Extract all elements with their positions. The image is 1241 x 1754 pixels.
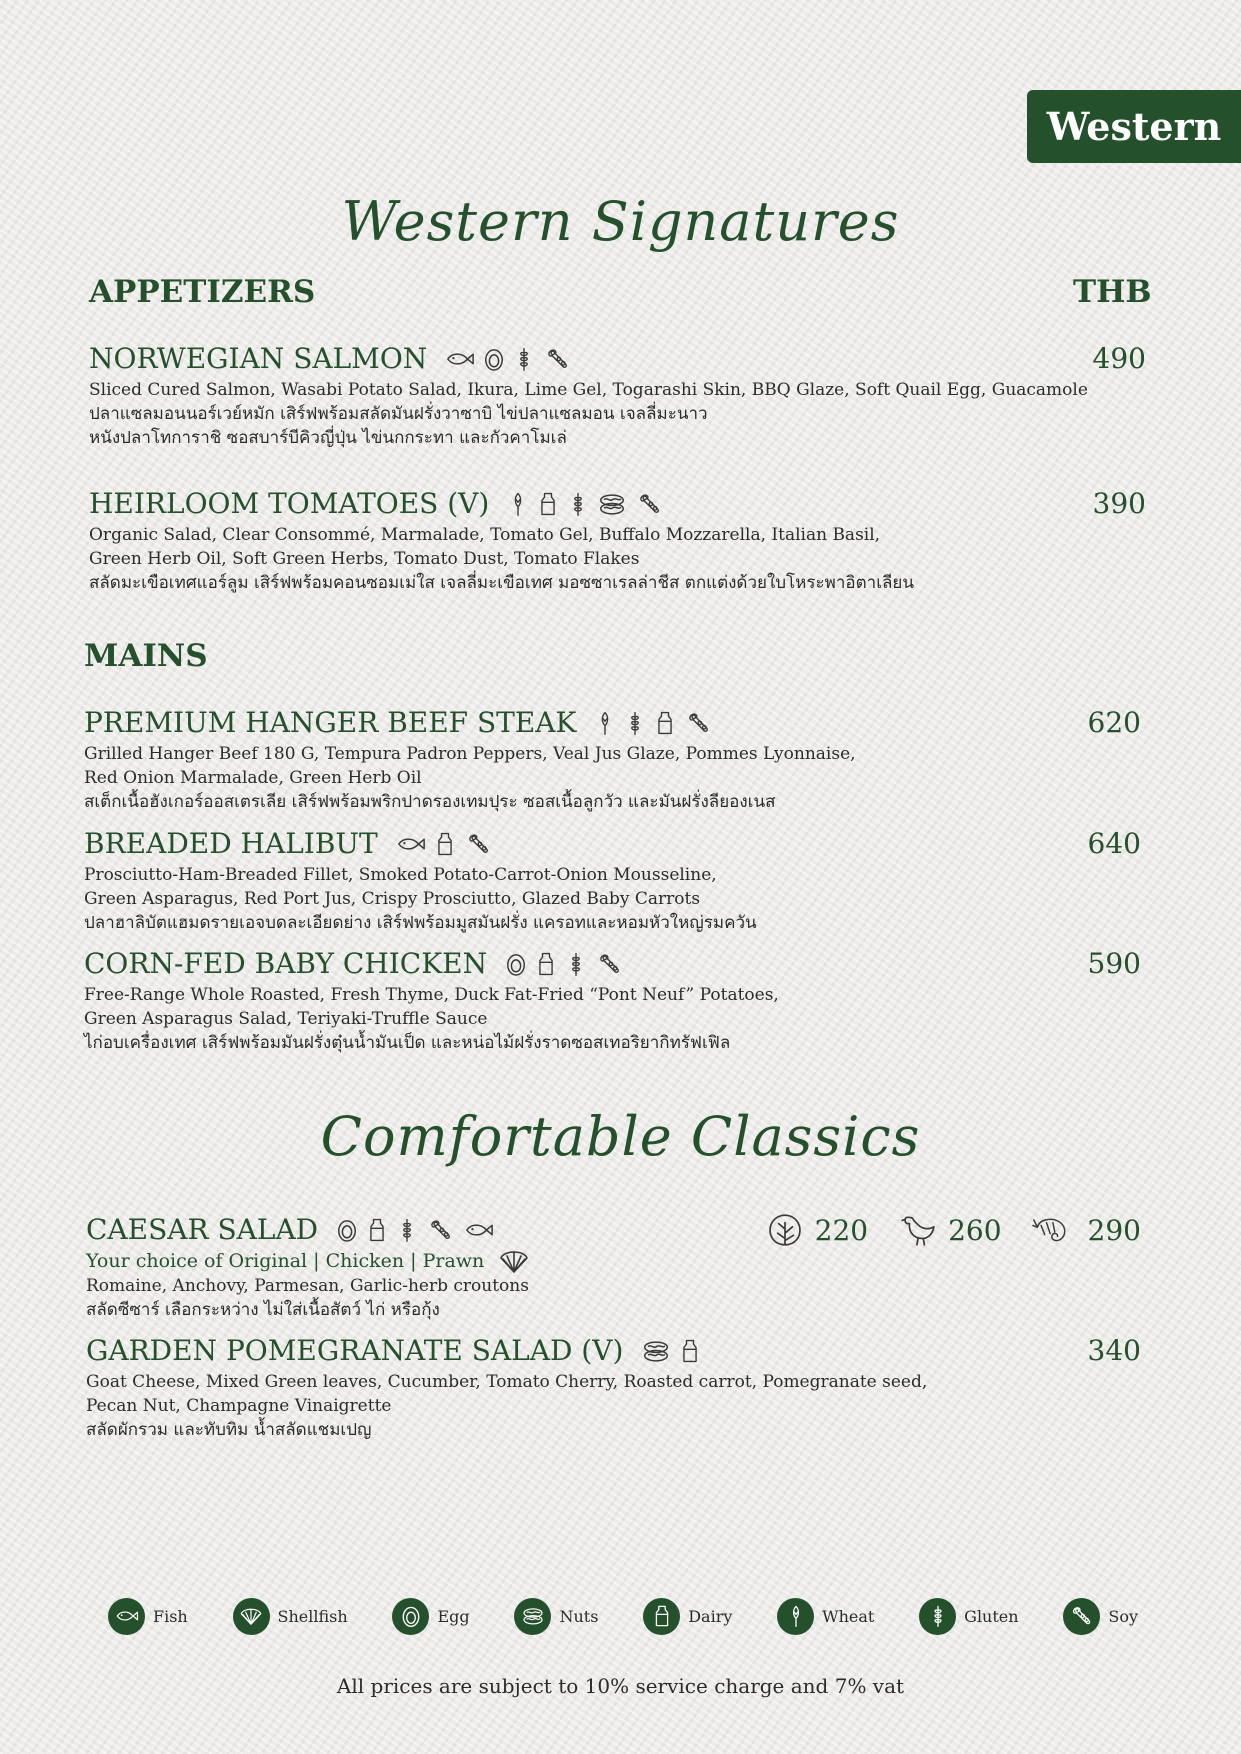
prawn-icon <box>1032 1212 1076 1248</box>
desc-line: Pecan Nut, Champagne Vinaigrette <box>86 1396 392 1416</box>
price-option-chicken <box>898 1212 1001 1248</box>
legend-label: Shellfish <box>277 1606 348 1626</box>
appetizers-heading: APPETIZERS <box>89 274 316 310</box>
desc-line: หนังปลาโทการาชิ ซอสบาร์บีคิวญี่ปุ่น ไข่นกกระทา และกัวคาโมเล่ <box>89 428 567 448</box>
legend-label: Fish <box>153 1606 188 1626</box>
menu-item-name <box>89 487 665 520</box>
dairy-icon <box>679 1338 701 1364</box>
desc-line: Prosciutto-Ham-Breaded Fillet, Smoked Potato-Carrot-Onion Mousseline, <box>84 865 717 885</box>
legend-item <box>233 1598 348 1635</box>
allergen-legend <box>108 1596 1138 1636</box>
soy-icon <box>595 951 625 977</box>
price-value: 260 <box>948 1213 1002 1247</box>
desc-line: Green Herb Oil, Soft Green Herbs, Tomato Dust, Tomato Flakes <box>89 549 640 569</box>
menu-item-description <box>84 863 757 935</box>
gluten-icon <box>513 346 535 372</box>
egg-icon <box>505 951 527 977</box>
legend-item <box>919 1598 1018 1635</box>
nuts-icon <box>514 1598 551 1635</box>
menu-item-name <box>84 827 494 860</box>
dairy-icon <box>434 831 456 857</box>
dairy-icon <box>643 1598 680 1635</box>
item-title: NORWEGIAN SALMON <box>89 342 428 375</box>
desc-line: สลัดซีซาร์ เลือกระหว่าง ไม่ใส่เนื้อสัตว์ ไก่ หรือกุ้ง <box>86 1300 440 1320</box>
desc-line: Red Onion Marmalade, Green Herb Oil <box>84 768 422 788</box>
legend-item <box>108 1598 188 1635</box>
choice-text: Your choice of Original | Chicken | Prawn <box>86 1250 485 1272</box>
section-tab-western: Western <box>1027 90 1241 163</box>
gluten-icon <box>565 951 587 977</box>
allergen-icons <box>336 1217 494 1243</box>
soy-icon <box>635 491 665 517</box>
menu-item-name <box>89 342 573 375</box>
caesar-price-options <box>765 1212 1141 1248</box>
item-title: HEIRLOOM TOMATOES (V) <box>89 487 490 520</box>
menu-item-price: 390 <box>1092 487 1146 520</box>
desc-line: Organic Salad, Clear Consommé, Marmalade, Tomato Gel, Buffalo Mozzarella, Italian Basil, <box>89 525 881 545</box>
legend-label: Gluten <box>964 1606 1019 1626</box>
desc-line: ปลาฮาลิบัตแฮมดรายเอจบดละเอียดย่าง เสิร์ฟพร้อมมูสมันฝรั่ง แครอทและหอมหัวใหญ่รมควัน <box>84 913 757 933</box>
menu-item-description <box>86 1370 927 1442</box>
soy-icon <box>543 346 573 372</box>
mains-heading: MAINS <box>84 638 208 674</box>
item-title: CORN-FED BABY CHICKEN <box>84 947 488 980</box>
nuts-icon <box>641 1338 671 1364</box>
menu-item-description <box>84 983 779 1055</box>
soy-icon <box>464 831 494 857</box>
wheat-icon <box>507 491 529 517</box>
soy-icon <box>1063 1598 1100 1635</box>
egg-icon <box>336 1217 358 1243</box>
price-value: 220 <box>814 1213 869 1247</box>
legend-label: Wheat <box>822 1606 875 1626</box>
legend-label: Nuts <box>559 1606 599 1626</box>
legend-item <box>392 1598 469 1635</box>
desc-line: Grilled Hanger Beef 180 G, Tempura Padron Peppers, Veal Jus Glaze, Pommes Lyonnaise, <box>84 744 856 764</box>
fish-icon <box>445 346 475 372</box>
allergen-icons <box>445 346 573 372</box>
gluten-icon <box>567 491 589 517</box>
menu-item-description <box>86 1274 529 1322</box>
egg-icon <box>392 1598 429 1635</box>
dairy-icon <box>654 710 676 736</box>
dairy-icon <box>537 491 559 517</box>
legend-item <box>643 1598 732 1635</box>
currency-heading: THB <box>1073 274 1152 310</box>
legend-item <box>514 1598 598 1635</box>
legend-item <box>1063 1598 1138 1635</box>
price-value: 290 <box>1087 1213 1141 1247</box>
shellfish-icon <box>233 1598 270 1635</box>
service-charge-note: All prices are subject to 10% service charge and 7% vat <box>336 1674 905 1698</box>
desc-line: ปลาแซลมอนนอร์เวย์หมัก เสิร์ฟพร้อมสลัดมันฝรั่งวาซาบิ ไข่ปลาแซลมอน เจลลี่มะนาว <box>89 404 708 424</box>
desc-line: Free-Range Whole Roasted, Fresh Thyme, Duck Fat-Fried “Pont Neuf” Potatoes, <box>84 985 779 1005</box>
menu-item-name <box>86 1334 701 1367</box>
menu-item-name <box>86 1213 494 1246</box>
item-title: GARDEN POMEGRANATE SALAD (V) <box>86 1334 624 1367</box>
legend-label: Dairy <box>688 1606 733 1626</box>
nuts-icon <box>597 491 627 517</box>
menu-item-price: 590 <box>1087 947 1141 980</box>
menu-item-name <box>84 706 714 739</box>
price-option-original <box>765 1212 868 1248</box>
allergen-icons <box>594 710 714 736</box>
comfortable-classics-title: Comfortable Classics <box>320 1105 921 1168</box>
item-title: CAESAR SALAD <box>86 1213 319 1246</box>
desc-line: Green Asparagus, Red Port Jus, Crispy Prosciutto, Glazed Baby Carrots <box>84 889 701 909</box>
gluten-icon <box>919 1598 956 1635</box>
desc-line: Green Asparagus Salad, Teriyaki-Truffle Sauce <box>84 1009 488 1029</box>
menu-item-description <box>89 523 914 595</box>
menu-item-name <box>84 947 625 980</box>
dairy-icon <box>366 1217 388 1243</box>
menu-item-price: 640 <box>1087 827 1141 860</box>
menu-item-description <box>89 378 1088 450</box>
allergen-icons <box>507 491 665 517</box>
gluten-icon <box>624 710 646 736</box>
fish-icon <box>108 1598 145 1635</box>
desc-line: ไก่อบเครื่องเทศ เสิร์ฟพร้อมมันฝรั่งตุ๋นน้ำมันเป็ด และหน่อไม้ฝรั่งราดซอสเทอริยากิทรัฟเฟิล <box>84 1033 731 1053</box>
desc-line: Romaine, Anchovy, Parmesan, Garlic-herb croutons <box>86 1276 529 1296</box>
egg-icon <box>483 346 505 372</box>
item-title: BREADED HALIBUT <box>84 827 378 860</box>
menu-item-price: 340 <box>1087 1334 1141 1367</box>
item-title: PREMIUM HANGER BEEF STEAK <box>84 706 577 739</box>
legend-item <box>777 1598 874 1635</box>
menu-item-description <box>84 742 856 814</box>
desc-line: Sliced Cured Salmon, Wasabi Potato Salad, Ikura, Lime Gel, Togarashi Skin, BBQ Glaze, Soft Quail Egg, Guacamole <box>89 380 1088 400</box>
menu-item-price: 490 <box>1092 342 1146 375</box>
desc-line: สลัดมะเขือเทศแอร์ลูม เสิร์ฟพร้อมคอนซอมเม่ใส เจลลี่มะเขือเทศ มอซซาเรลล่าชีส ตกแต่งด้วยใบโหระพาอิตาเลียน <box>89 573 915 593</box>
dairy-icon <box>535 951 557 977</box>
legend-label: Egg <box>437 1606 470 1626</box>
chicken-icon <box>898 1212 936 1248</box>
soy-icon <box>426 1217 456 1243</box>
choice-subtitle <box>86 1248 530 1274</box>
fish-icon <box>464 1217 494 1243</box>
wheat-icon <box>777 1598 814 1635</box>
desc-line: สเต็กเนื้อฮังเกอร์ออสเตรเลีย เสิร์ฟพร้อมพริกปาดรองเทมปุระ ซอสเนื้อลูกวัว และมันฝรั่งลียองเนส <box>84 792 776 812</box>
wheat-icon <box>594 710 616 736</box>
desc-line: Goat Cheese, Mixed Green leaves, Cucumber, Tomato Cherry, Roasted carrot, Pomegranate seed, <box>86 1372 928 1392</box>
allergen-icons <box>505 951 625 977</box>
allergen-icons <box>396 831 494 857</box>
fish-icon <box>396 831 426 857</box>
gluten-icon <box>396 1217 418 1243</box>
allergen-icons <box>641 1338 701 1364</box>
price-option-prawn <box>1032 1212 1141 1248</box>
menu-item-price: 620 <box>1087 706 1141 739</box>
shellfish-icon <box>498 1248 530 1274</box>
soy-icon <box>684 710 714 736</box>
legend-label: Soy <box>1108 1606 1138 1626</box>
lettuce-icon <box>765 1212 803 1248</box>
desc-line: สลัดผักรวม และทับทิม น้ำสลัดแชมเปญ <box>86 1420 372 1440</box>
western-signatures-title: Western Signatures <box>341 190 900 253</box>
